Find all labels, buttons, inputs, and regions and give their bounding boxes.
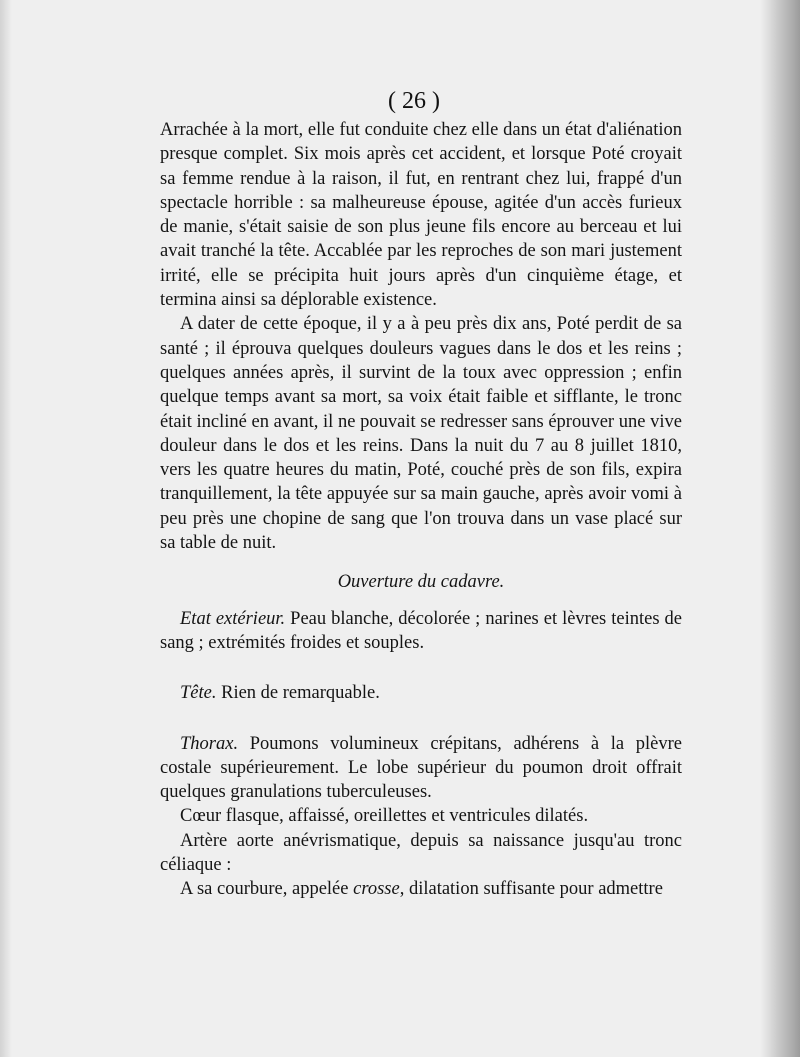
finding-thorax-text: Poumons volumineux crépitans, adhérens à la plèvre costale supérieurement. Le lobe supérieur du poumon droit offrait quelques granulations tuberculeuses. — [160, 733, 682, 803]
body-text — [160, 118, 682, 902]
finding-thorax — [160, 732, 682, 805]
page-edge-shadow-left — [0, 0, 12, 1057]
finding-head-text: Rien de remarquable. — [216, 683, 380, 704]
page-edge-shadow-right — [760, 0, 800, 1057]
paragraph-2: A dater de cette époque, il y a à peu près dix ans, Poté perdit de sa santé ; il éprouva quelques douleurs vagues dans le dos et les reins ; quelques années après, il survint de la toux avec oppression ; enfin quelque temps avant sa mort, sa voix était faible et sifflante, le tronc était incliné en avant, il ne pouvait se redresser sans éprouver une vive douleur dans le dos et les reins. Dans la nuit du 7 au 8 juillet 1810, vers les quatre heures du matin, Poté, couché près de son fils, expira tranquillement, la tête appuyée sur sa main gauche, après avoir vomi à peu près une chopine de sang que l'on trouva dans un vase placé sur sa table de nuit. — [160, 314, 682, 554]
finding-exterior-text: Peau blanche, décolorée ; narines et lèvres teintes de sang ; extrémités froides et souples. — [160, 608, 683, 653]
finding-exterior-label: Etat extérieur. — [180, 608, 286, 629]
finding-curve-term: crosse — [353, 879, 400, 900]
finding-thorax-label: Thorax. — [180, 733, 239, 754]
finding-curve-before: A sa courbure, appelée — [180, 879, 354, 900]
finding-exterior — [160, 607, 682, 656]
finding-head — [160, 681, 682, 705]
finding-curve — [160, 877, 682, 901]
page-number: ( 26 ) — [388, 88, 440, 114]
finding-aorta: Artère aorte anévrismatique, depuis sa naissance jusqu'au tronc céliaque : — [160, 830, 682, 876]
paragraph-1: Arrachée à la mort, elle fut conduite chez elle dans un état d'aliénation presque complet. Six mois après cet accident, et lorsque Poté croyait sa femme rendue à la raison, il fut, en rentrant chez lui, frappé d'un spectacle horrible : sa malheureuse épouse, agitée d'un accès furieux de manie, s'était saisie de son plus jeune fils encore au berceau et lui avait tranché la tête. Accablée par les reproches de son mari justement irrité, elle se précipita huit jours après d'un cinquième étage, et termina ainsi sa déplorable existence. — [160, 120, 682, 311]
finding-curve-after: , dilatation suffisante pour admettre — [399, 879, 663, 900]
section-heading: Ouverture du cadavre. — [337, 572, 505, 593]
finding-heart: Cœur flasque, affaissé, oreillettes et ventricules dilatés. — [180, 806, 589, 827]
finding-head-label: Tête. — [180, 683, 217, 704]
